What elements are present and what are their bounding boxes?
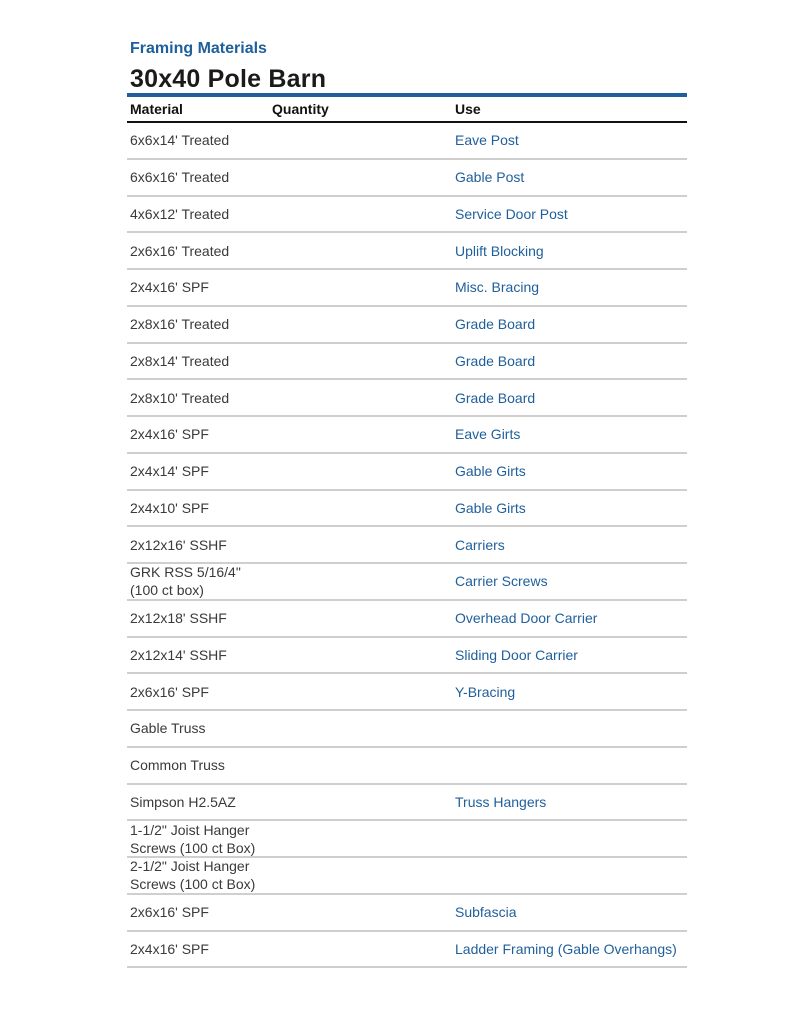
table-row	[127, 674, 687, 711]
quantity-cell	[272, 123, 442, 158]
materials-table-body	[127, 123, 687, 968]
use-cell: Sliding Door Carrier	[455, 646, 578, 663]
use-cell: Gable Post	[455, 169, 525, 186]
table-row	[127, 307, 687, 344]
table-row	[127, 270, 687, 307]
material-cell: 2x12x18' SSHF	[130, 610, 227, 627]
table-row	[127, 858, 687, 895]
material-cell: 2x6x16' Treated	[130, 242, 230, 259]
quantity-cell	[272, 344, 442, 379]
use-cell: Y-Bracing	[455, 683, 516, 700]
table-row	[127, 233, 687, 270]
material-cell: 6x6x16' Treated	[130, 169, 230, 186]
material-cell: 2x8x16' Treated	[130, 316, 230, 333]
material-cell: 2x4x16' SPF	[130, 940, 209, 957]
material-cell: 2x12x16' SSHF	[130, 536, 227, 553]
quantity-cell	[272, 380, 442, 415]
quantity-cell	[272, 270, 442, 305]
quantity-cell	[272, 564, 442, 599]
material-cell: 4x6x12' Treated	[130, 205, 230, 222]
table-row	[127, 932, 687, 969]
table-row	[127, 527, 687, 564]
table-row	[127, 638, 687, 675]
column-header-material: Material	[130, 101, 183, 117]
quantity-cell	[272, 674, 442, 709]
table-row	[127, 454, 687, 491]
use-cell: Gable Girts	[455, 463, 526, 480]
material-cell: 2x6x16' SPF	[130, 904, 209, 921]
use-cell	[455, 821, 687, 856]
table-row	[127, 895, 687, 932]
material-cell: 2x12x14' SSHF	[130, 646, 227, 663]
table-row	[127, 711, 687, 748]
material-cell: Gable Truss	[130, 720, 206, 737]
material-cell: GRK RSS 5/16/4" (100 ct box)	[130, 564, 241, 599]
quantity-cell	[272, 711, 442, 746]
quantity-cell	[272, 417, 442, 452]
material-cell: 2x4x14' SPF	[130, 463, 209, 480]
quantity-cell	[272, 895, 442, 930]
material-cell: 1-1/2" Joist Hanger Screws (100 ct Box)	[130, 821, 256, 856]
quantity-cell	[272, 748, 442, 783]
use-cell	[455, 858, 687, 893]
use-cell: Misc. Bracing	[455, 279, 540, 296]
quantity-cell	[272, 491, 442, 526]
material-cell: Simpson H2.5AZ	[130, 793, 236, 810]
table-row	[127, 380, 687, 417]
material-cell: 2-1/2" Joist Hanger Screws (100 ct Box)	[130, 858, 256, 893]
material-cell: 2x8x10' Treated	[130, 389, 230, 406]
use-cell: Grade Board	[455, 352, 536, 369]
material-cell: 2x8x14' Treated	[130, 352, 230, 369]
material-cell: 6x6x14' Treated	[130, 132, 230, 149]
quantity-cell	[272, 601, 442, 636]
use-cell: Carrier Screws	[455, 573, 548, 590]
material-cell: 2x4x16' SPF	[130, 426, 209, 443]
use-cell: Grade Board	[455, 316, 536, 333]
table-row	[127, 197, 687, 234]
table-row	[127, 748, 687, 785]
table-row	[127, 564, 687, 601]
quantity-cell	[272, 233, 442, 268]
quantity-cell	[272, 932, 442, 967]
use-cell: Truss Hangers	[455, 793, 547, 810]
column-header-quantity: Quantity	[272, 101, 329, 117]
section-label: Framing Materials	[130, 40, 267, 57]
use-cell: Ladder Framing (Gable Overhangs)	[455, 940, 677, 957]
use-cell	[455, 748, 687, 783]
table-row	[127, 160, 687, 197]
table-row	[127, 417, 687, 454]
column-header-use: Use	[455, 101, 481, 117]
use-cell: Grade Board	[455, 389, 536, 406]
quantity-cell	[272, 527, 442, 562]
table-row	[127, 491, 687, 528]
use-cell: Eave Post	[455, 132, 519, 149]
use-cell: Gable Girts	[455, 499, 526, 516]
table-row	[127, 344, 687, 381]
page-title: 30x40 Pole Barn	[130, 65, 327, 93]
table-header	[127, 97, 687, 123]
use-cell: Subfascia	[455, 904, 517, 921]
material-cell: Common Truss	[130, 757, 225, 774]
quantity-cell	[272, 160, 442, 195]
quantity-cell	[272, 454, 442, 489]
use-cell: Carriers	[455, 536, 505, 553]
material-cell: 2x4x16' SPF	[130, 279, 209, 296]
use-cell: Service Door Post	[455, 205, 568, 222]
quantity-cell	[272, 638, 442, 673]
quantity-cell	[272, 307, 442, 342]
use-cell: Uplift Blocking	[455, 242, 544, 259]
table-row	[127, 821, 687, 858]
table-row	[127, 601, 687, 638]
table-row	[127, 123, 687, 160]
quantity-cell	[272, 858, 442, 893]
quantity-cell	[272, 785, 442, 820]
use-cell: Overhead Door Carrier	[455, 610, 598, 627]
quantity-cell	[272, 821, 442, 856]
use-cell: Eave Girts	[455, 426, 521, 443]
material-cell: 2x6x16' SPF	[130, 683, 209, 700]
use-cell	[455, 711, 687, 746]
material-cell: 2x4x10' SPF	[130, 499, 209, 516]
table-row	[127, 785, 687, 822]
quantity-cell	[272, 197, 442, 232]
